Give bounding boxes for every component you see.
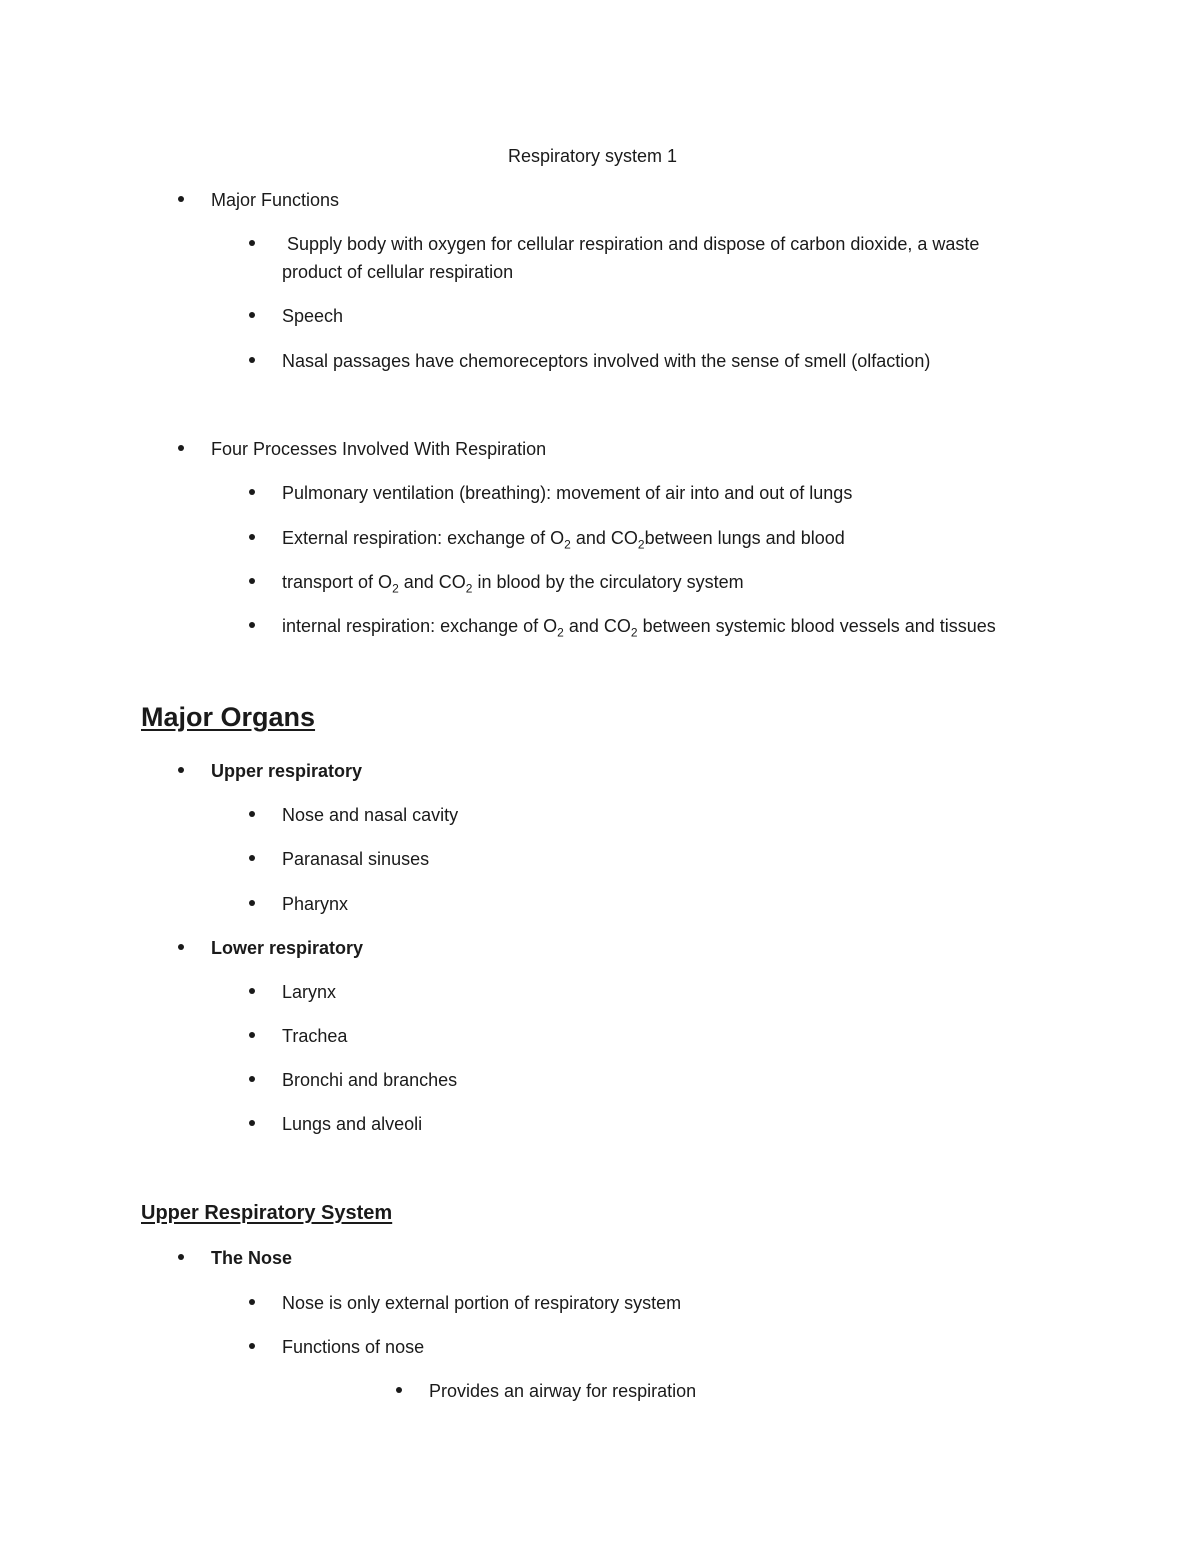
list-item: Nose and nasal cavity (282, 805, 459, 825)
list-item: Nasal passages have chemoreceptors involved with the sense of smell (olfaction) (282, 351, 931, 371)
list-item: Pulmonary ventilation (breathing): movement of air into and out of lungs (282, 483, 853, 503)
bullet-icon (249, 1299, 255, 1305)
bullet-icon (249, 357, 255, 363)
list-item: Supply body with oxygen for cellular respiration and dispose of carbon dioxide, a waste (287, 234, 980, 254)
list-item: Lungs and alveoli (282, 1114, 423, 1134)
list-item: Paranasal sinuses (282, 849, 430, 869)
bullet-icon (178, 944, 184, 950)
list-item: Bronchi and branches (282, 1070, 458, 1090)
major-organs-heading: Major Organs (141, 702, 316, 732)
list-item: Functions of nose (282, 1337, 425, 1357)
list-item: Provides an airway for respiration (429, 1381, 697, 1401)
upper-respiratory-label: Upper respiratory (211, 761, 363, 781)
lower-respiratory-label: Lower respiratory (211, 938, 364, 958)
major-functions-heading: Major Functions (211, 190, 340, 210)
four-processes-heading: Four Processes Involved With Respiration (211, 439, 547, 459)
list-item-continuation: product of cellular respiration (282, 262, 514, 282)
bullet-icon (249, 855, 255, 861)
bullet-icon (396, 1387, 402, 1393)
bullet-icon (249, 1343, 255, 1349)
bullet-icon (249, 1032, 255, 1038)
bullet-icon (249, 489, 255, 495)
bullet-icon (249, 240, 255, 246)
list-item: Larynx (282, 982, 337, 1002)
page-title: Respiratory system 1 (508, 146, 678, 166)
list-item: Speech (282, 306, 344, 326)
bullet-icon (249, 1120, 255, 1126)
list-item: Nose is only external portion of respiratory system (282, 1293, 682, 1313)
the-nose-label: The Nose (211, 1248, 293, 1268)
bullet-icon (178, 767, 184, 773)
list-item: internal respiration: exchange of $O_2$ and $CO_2$ between systemic blood vessels and tissues (282, 616, 996, 640)
list-item: transport of $O_2$ and $CO_2$ in blood by the circulatory system (282, 572, 744, 596)
bullet-icon (249, 312, 255, 318)
bullet-icon (178, 1254, 184, 1260)
bullet-icon (249, 900, 255, 906)
bullet-icon (178, 445, 184, 451)
list-item: Pharynx (282, 894, 349, 914)
bullet-icon (178, 196, 184, 202)
bullet-icon (249, 811, 255, 817)
bullet-icon (249, 534, 255, 540)
list-item: Trachea (282, 1026, 348, 1046)
bullet-icon (249, 578, 255, 584)
list-item: External respiration: exchange of $O_2$ and $CO_2between$ lungs and blood (282, 528, 845, 552)
upper-respiratory-system-heading: Upper Respiratory System (141, 1202, 393, 1224)
bullet-icon (249, 622, 255, 628)
bullet-icon (249, 988, 255, 994)
bullet-icon (249, 1076, 255, 1082)
